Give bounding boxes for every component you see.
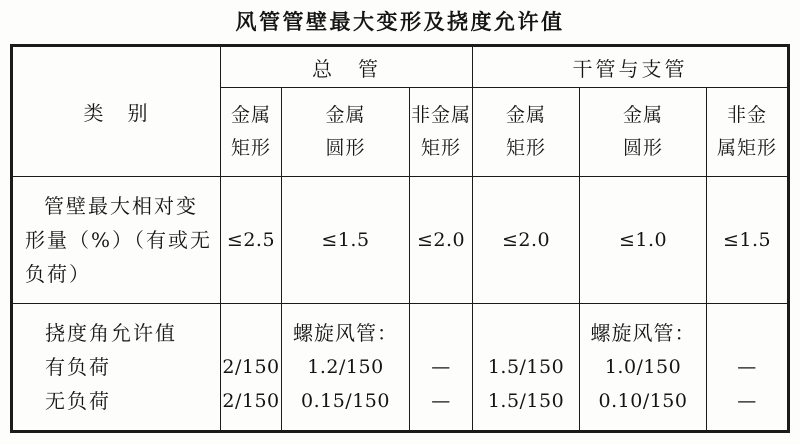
deflection-cell-line: 1.2/150 bbox=[307, 356, 384, 378]
deflection-value-cell bbox=[580, 304, 707, 432]
subheader-branch-metal-rect bbox=[473, 88, 580, 177]
subheader-line: 非金属 bbox=[411, 104, 472, 126]
deflection-label-line: 无负荷 bbox=[45, 389, 111, 413]
subheader-branch-metal-round bbox=[580, 88, 707, 177]
subheader-line: 金属 bbox=[230, 104, 271, 126]
deflection-cell-line: — bbox=[737, 390, 757, 412]
deflection-value-cell bbox=[282, 304, 410, 432]
deflection-cell-line: 螺旋风管： bbox=[293, 321, 398, 345]
subheader-main-metal-rect bbox=[221, 88, 282, 177]
deflection-cell-line: 螺旋风管： bbox=[590, 321, 696, 345]
deformation-label-line: 负荷） bbox=[25, 262, 91, 286]
deflection-cell-line: 1.0/150 bbox=[604, 356, 682, 378]
deformation-label-line: 管壁最大相对变 bbox=[44, 194, 198, 218]
deformation-value-cell: ≤1.0 bbox=[580, 177, 707, 304]
deflection-cell-line: 1.5/150 bbox=[487, 390, 565, 412]
deflection-cell-line: 0.10/150 bbox=[598, 390, 688, 412]
group-header-main-pipe: 总 管 bbox=[221, 46, 473, 88]
deflection-cell-line: — bbox=[737, 356, 757, 378]
deformation-value-cell: ≤1.5 bbox=[707, 177, 789, 304]
subheader-line: 属矩形 bbox=[717, 137, 778, 159]
deflection-cell-line bbox=[707, 316, 787, 350]
deformation-value-cell: ≤2.5 bbox=[221, 177, 282, 304]
deflection-value-cell bbox=[473, 304, 580, 432]
deflection-cell-line: 1.5/150 bbox=[487, 356, 565, 378]
deflection-cell-line bbox=[473, 316, 579, 350]
table-title: 风管管壁最大变形及挠度允许值 bbox=[235, 9, 565, 34]
header-group-row bbox=[12, 46, 789, 88]
deflection-row bbox=[12, 304, 789, 432]
deformation-value-cell: ≤1.5 bbox=[282, 177, 410, 304]
deflection-label-line: 挠度角允许值 bbox=[45, 321, 177, 345]
subheader-main-nonmetal-rect bbox=[410, 88, 473, 177]
deflection-cell-line: 0.15/150 bbox=[301, 390, 390, 412]
deflection-row-label bbox=[12, 304, 221, 432]
duct-allowance-table bbox=[10, 44, 790, 433]
deformation-value-cell: ≤2.0 bbox=[410, 177, 473, 304]
deflection-cell-line: — bbox=[431, 390, 451, 412]
deflection-cell-line bbox=[410, 316, 472, 350]
deflection-cell-line bbox=[221, 316, 281, 350]
subheader-line: 圆形 bbox=[325, 137, 366, 159]
subheader-branch-nonmetal-rect bbox=[707, 88, 789, 177]
subheader-line: 矩形 bbox=[506, 137, 547, 159]
deformation-row bbox=[12, 177, 789, 304]
subheader-line: 圆形 bbox=[623, 137, 664, 159]
subheader-line: 金属 bbox=[325, 104, 366, 126]
deformation-label-line: 形量（%）（有或无 bbox=[25, 228, 213, 252]
subheader-line: 矩形 bbox=[230, 137, 271, 159]
deformation-row-label bbox=[12, 177, 221, 304]
subheader-line: 非金 bbox=[727, 104, 768, 126]
deformation-value-cell: ≤2.0 bbox=[473, 177, 580, 304]
deflection-label-line: 有负荷 bbox=[45, 355, 111, 379]
subheader-main-metal-round bbox=[282, 88, 410, 177]
deflection-cell-line: 2/150 bbox=[222, 390, 280, 412]
subheader-line: 金属 bbox=[506, 104, 547, 126]
subheader-line: 矩形 bbox=[421, 137, 462, 159]
category-header-cell: 类 别 bbox=[12, 46, 221, 177]
subheader-line: 金属 bbox=[623, 104, 664, 126]
deflection-value-cell bbox=[707, 304, 789, 432]
deflection-value-cell bbox=[221, 304, 282, 432]
group-header-trunk-branch-pipe: 干管与支管 bbox=[473, 46, 789, 88]
deflection-value-cell bbox=[410, 304, 473, 432]
deflection-cell-line: 2/150 bbox=[222, 356, 280, 378]
deflection-cell-line: — bbox=[431, 356, 451, 378]
